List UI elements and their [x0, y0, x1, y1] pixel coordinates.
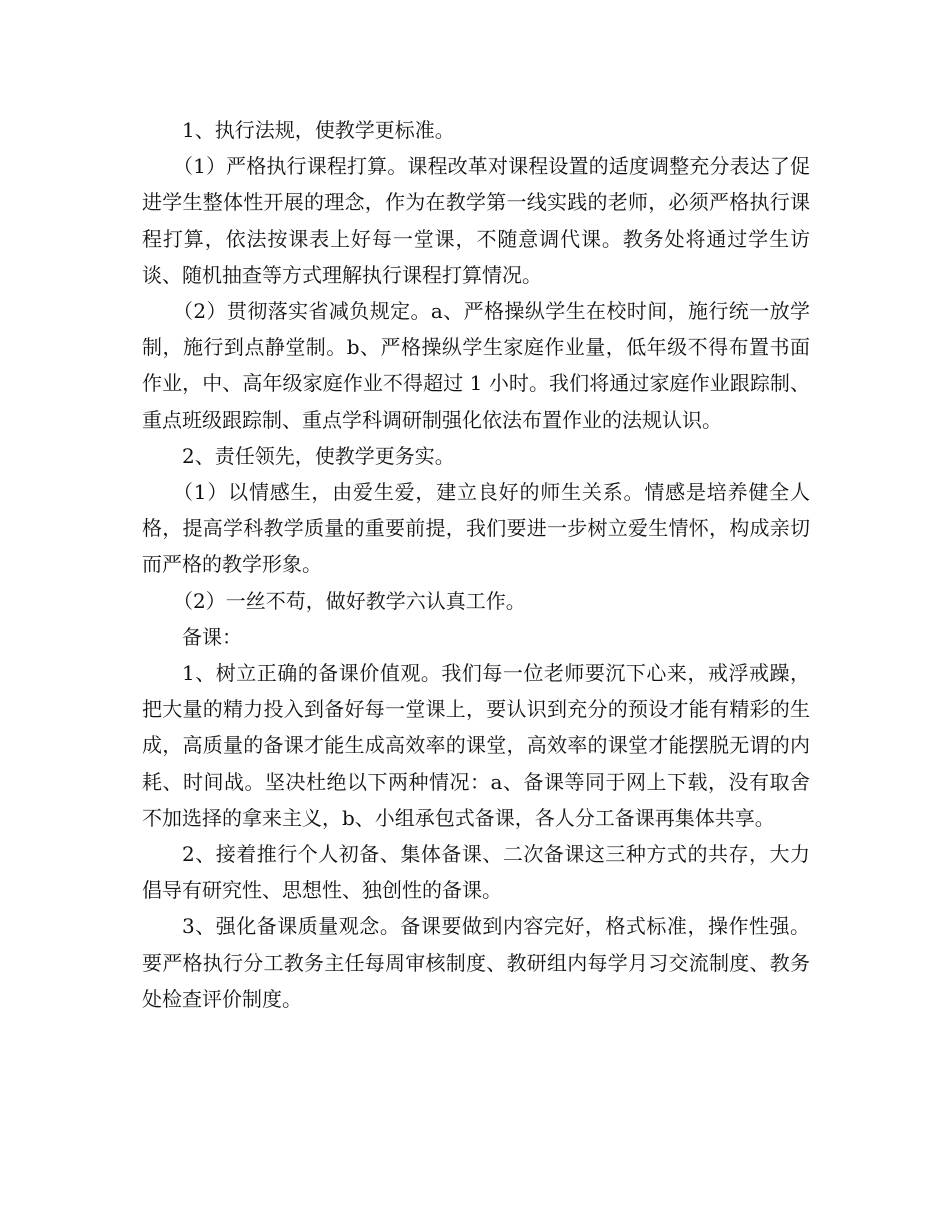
- section-heading-2: 2、责任领先，使教学更务实。: [182, 443, 455, 468]
- paragraph-teacher-student-relationship: （1）以情感生，由爱生爱，建立良好的师生关系。情感是培养健全人格，提高学科教学质量的重要前提，我们要进一步树立爱生情怀，构成亲切而严格的教学形象。: [142, 480, 810, 577]
- paragraph-six-tasks: （2）一丝不苟，做好教学六认真工作。: [173, 588, 526, 613]
- subheading-lesson-prep: 备课：: [182, 624, 242, 649]
- section-heading-1: 1、执行法规，使教学更标准。: [182, 118, 455, 142]
- paragraph-course-plan: （1）严格执行课程打算。课程改革对课程设置的适度调整充分表达了促进学生整体性开展的理念，作为在教学第一线实践的老师，必须严格执行课程打算，依法按课表上好每一堂课，不随意调代课。教务处将通过学生访谈、随机抽查等方式理解执行课程打算情况。: [142, 154, 810, 287]
- paragraph-prep-methods: 2、接着推行个人初备、集体备课、二次备课这三种方式的共存，大力倡导有研究性、思想性、独创性的备课。: [142, 842, 810, 903]
- document-body: [142, 112, 810, 1017]
- paragraph-burden-reduction: （2）贯彻落实省减负规定。a、严格操纵学生在校时间，施行统一放学制，施行到点静堂制。b、严格操纵学生家庭作业量，低年级不得布置书面作业，中、高年级家庭作业不得超过 1 小时。我们将通过家庭作业跟踪制、重点班级跟踪制、重点学科调研制强化依法布置作业的法规认识。: [142, 299, 810, 432]
- paragraph-prep-values: 1、树立正确的备课价值观。我们每一位老师要沉下心来，戒浮戒躁，把大量的精力投入到备好每一堂课上，要认识到充分的预设才能有精彩的生成，高质量的备课才能生成高效率的课堂，高效率的课堂才能摆脱无谓的内耗、时间战。坚决杜绝以下两种情况：a、备课等同于网上下载，没有取舍不加选择的拿来主义，b、小组承包式备课，各人分工备课再集体共享。: [142, 661, 810, 830]
- paragraph-prep-quality: 3、强化备课质量观念。备课要做到内容完好，格式标准，操作性强。要严格执行分工教务主任每周审核制度、教研组内每学月习交流制度、教务处检查评价制度。: [142, 914, 810, 1011]
